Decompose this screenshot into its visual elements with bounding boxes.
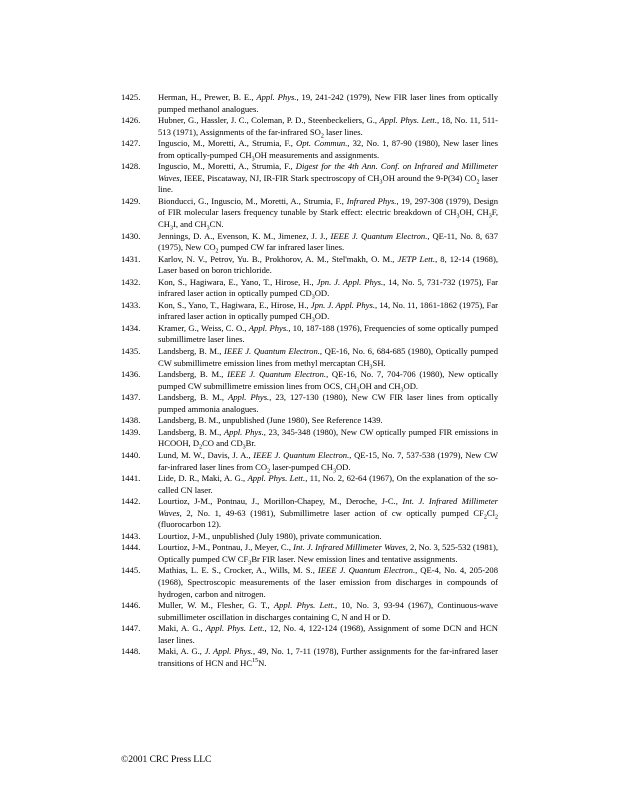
reference-entry (121, 346, 498, 369)
reference-text: Kon, S., Hagiwara, E., Yano, T., Hirose, H., Jpn. J. Appl. Phys., 14, No. 5, 731-732 (1975), Far infrared laser action in optically pumped $CD_3OD$. (158, 276, 498, 302)
reference-number: 1434. (121, 322, 141, 333)
reference-entry (121, 450, 498, 473)
reference-entry (121, 196, 498, 231)
reference-text: Lide, D. R., Maki, A. G., Appl. Phys. Lett., 11, No. 2, 62-64 (1967), On the explanation of the so-called CN laser. (158, 473, 498, 495)
reference-number: 1447. (121, 623, 141, 634)
reference-entry (121, 277, 498, 300)
reference-text: Inguscio, M., Moretti, A., Strumia, F., Digest for the 4th Ann. Conf. on Infrared and Millimeter Waves, IEEE, Piscataway, NJ, IR-FIR Stark spectroscopy of $CH_3OH$ around the 9-P(34) $CO_2$ laser line. (158, 161, 498, 195)
reference-entry (121, 92, 498, 115)
reference-text: Muller, W. M., Flesher, G. T., Appl. Phys. Lett., 10, No. 3, 93-94 (1967), Continuous-wave submillimeter oscillation in discharges containing C, N and H or D. (158, 600, 498, 622)
reference-number: 1433. (121, 299, 141, 310)
reference-text: Kramer, G., Weiss, C. O., Appl. Phys., 10, 187-188 (1976), Frequencies of some optically pumped submillimetre laser lines. (158, 322, 498, 345)
reference-text: Inguscio, M., Moretti, A., Strumia, F., Opt. Commun., 32, No. 1, 87-90 (1980), New laser lines from optically-pumped $CH_3OH$ measurements and assignments. (158, 138, 499, 163)
reference-number: 1443. (121, 530, 141, 541)
reference-number: 1445. (121, 565, 141, 576)
reference-entry (121, 600, 498, 623)
reference-number: 1437. (121, 392, 141, 403)
reference-text: Landsberg, B. M., IEEE J. Quantum Electron., QE-16, No. 7, 704-706 (1980), New optically pumped CW submillimetre emission lines from OCS, $CH_3OH$ and $CH_3OD$. (158, 369, 499, 394)
reference-text: Bionducci, G., Inguscio, M., Moretti, A., Strumia, F., Infrared Phys., 19, 297-308 (1979), Design of FIR molecular lasers frequency tunable by Stark effect: electric breakdown of $CH_3OH$, $CH_3F$, $CH_3I$, and $CH_3CN$. (158, 195, 499, 232)
reference-text: Lourtioz, J-M., Pontnau, J., Meyer, C., Int. J. Infrared Millimeter Waves, 2, No. 3, 525-532 (1981), Optically pumped CW $CF_3Br$ FIR laser. New emission lines and tentative assignments. (158, 542, 498, 567)
reference-number: 1425. (121, 92, 141, 102)
reference-number: 1428. (121, 161, 141, 172)
reference-entry (121, 473, 498, 496)
reference-entry (121, 300, 498, 323)
reference-entry (121, 115, 498, 138)
reference-entry (121, 623, 498, 646)
reference-entry (121, 392, 498, 415)
reference-number: 1438. (121, 415, 141, 426)
reference-text: Landsberg, B. M., Appl. Phys., 23, 127-130 (1980), New CW FIR laser lines from optically pumped ammonia analogues. (158, 392, 498, 414)
reference-number: 1432. (121, 276, 141, 287)
reference-entry (121, 415, 498, 427)
reference-number: 1448. (121, 646, 141, 657)
reference-entry (121, 323, 498, 346)
reference-entry (121, 646, 498, 669)
reference-number: 1440. (121, 449, 141, 460)
reference-entry (121, 427, 498, 450)
reference-number: 1430. (121, 230, 141, 241)
copyright-footer: ©2001 CRC Press LLC (121, 755, 212, 765)
reference-number: 1441. (121, 473, 141, 484)
reference-text: Landsberg, B. M., Appl. Phys., 23, 345-348 (1980), New CW optically pumped FIR emissions in HCOOH, $D_2CO$ and $CD_3Br$. (158, 426, 498, 452)
reference-number: 1427. (121, 138, 141, 149)
reference-text: Jennings, D. A., Evenson, K. M., Jimenez, J. J., IEEE J. Quantum Electron., QE-11, No. 8, 637 (1975), New $CO_2$ pumped CW far infrared laser lines. (158, 230, 498, 255)
reference-text: Maki, A. G., Appl. Phys. Lett., 12, No. 4, 122-124 (1968), Assignment of some DCN and HCN laser lines. (158, 623, 498, 645)
reference-number: 1442. (121, 496, 141, 507)
reference-text: Herman, H., Prewer, B. E., Appl. Phys., 19, 241-242 (1979), New FIR laser lines from optically pumped methanol analogues. (158, 92, 498, 114)
reference-number: 1435. (121, 346, 141, 357)
reference-entry (121, 369, 498, 392)
reference-entry (121, 161, 498, 196)
reference-entry (121, 542, 498, 565)
reference-number: 1429. (121, 195, 141, 206)
reference-list (121, 92, 498, 669)
reference-entry (121, 565, 498, 600)
reference-number: 1444. (121, 542, 141, 553)
reference-number: 1431. (121, 253, 141, 264)
reference-text: Karlov, N. V., Petrov, Yu. B., Prokhorov, A. M., Stel'makh, O. M., JETP Lett., 8, 12-14 (1968), Laser based on boron trichloride. (158, 253, 498, 276)
reference-text: Kon, S., Yano, T., Hagiwara, E., Hirose, H., Jpn. J. Appl. Phys., 14, No. 11, 1861-1862 (1975), Far infrared laser action in optically pumped $CH_3OD$. (158, 299, 499, 325)
reference-text: Lourtioz, J-M., Pontnau, J., Morillon-Chapey, M., Deroche, J-C., Int. J. Infrared Millimeter Waves, 2, No. 1, 49-63 (1981), Submillimetre laser action of cw optically pumped $CF_2Cl_2$ (fluorocarbon 12). (158, 496, 499, 530)
reference-entry (121, 231, 498, 254)
reference-text: Maki, A. G., J. Appl. Phys., 49, No. 1, 7-11 (1978), Further assignments for the far-infrared laser transitions of HCN and HC$^{15}$N. (158, 646, 498, 668)
reference-number: 1446. (121, 600, 141, 611)
reference-text: Mathias, L. E. S., Crocker, A., Wills, M. S., IEEE J. Quantum Electron., QE-4, No. 4, 205-208 (1968), Spectroscopic measurements of the laser emission from discharges in compounds of hydrogen, carbon and nitrogen. (158, 565, 498, 599)
reference-entry (121, 531, 498, 543)
reference-number: 1436. (121, 369, 141, 380)
reference-entry (121, 496, 498, 531)
reference-text: Lund, M. W., Davis, J. A., IEEE J. Quantum Electron., QE-15, No. 7, 537-538 (1979), New CW far-infrared laser lines from $CO_2$ laser-pumped $CH_3OD$. (158, 449, 498, 475)
reference-number: 1426. (121, 115, 141, 126)
reference-text: Lourtioz, J-M., unpublished (July 1980), private communication. (158, 530, 382, 541)
reference-text: Hubner, G., Hassler, J. C., Coleman, P. D., Steenbeckeliers, G., Appl. Phys. Lett., 18, No. 11, 511-513 (1971), Assignments of the far-infrared $SO_2$ laser lines. (158, 115, 498, 140)
reference-entry (121, 138, 498, 161)
reference-text: Landsberg, B. M., IEEE J. Quantum Electron., QE-16, No. 6, 684-685 (1980), Optically pumped CW submillimetre emission lines from methyl mercaptan $CH_3SH$. (158, 346, 499, 371)
reference-entry (121, 254, 498, 277)
reference-number: 1439. (121, 426, 141, 437)
reference-text: Landsberg, B. M., unpublished (June 1980), See Reference 1439. (158, 415, 383, 426)
